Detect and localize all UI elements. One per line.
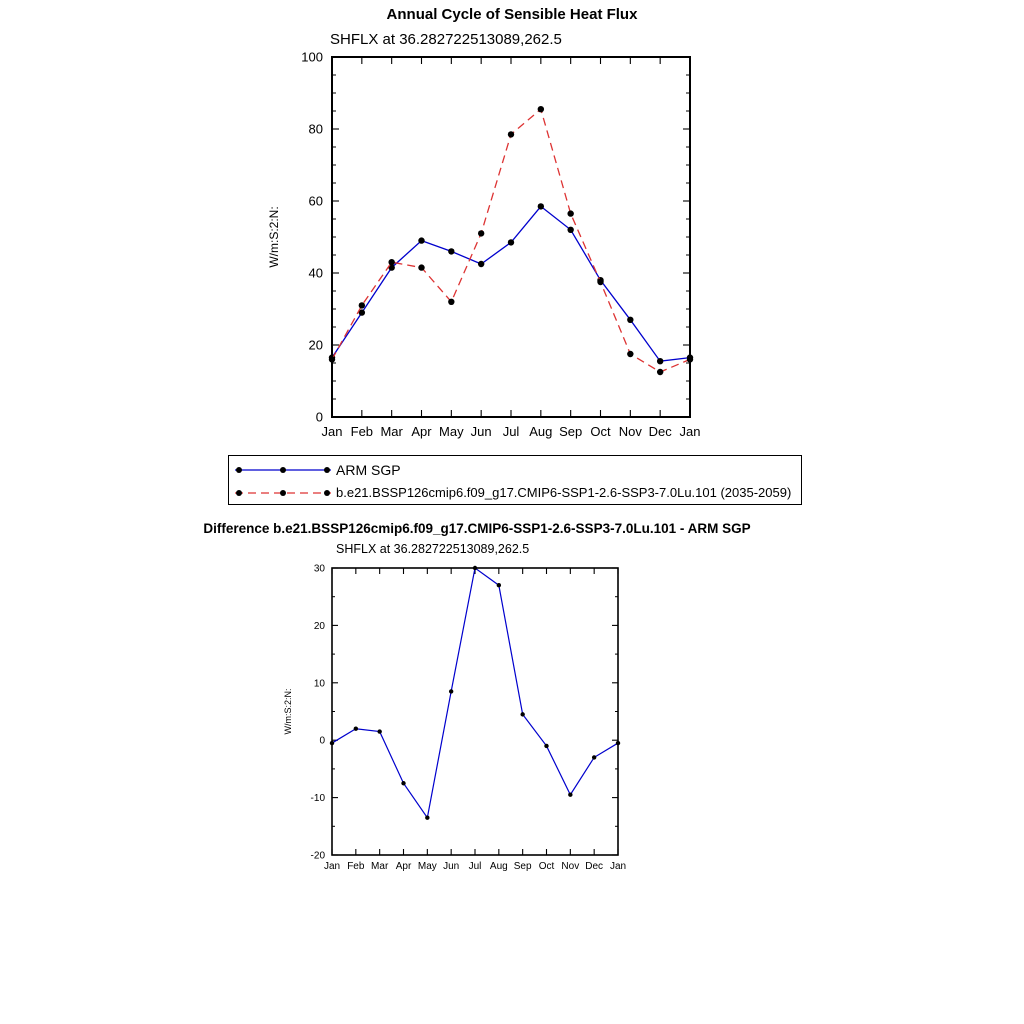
y-tick-label: 30 (313, 563, 325, 575)
y-tick-label: 20 (308, 337, 323, 353)
x-tick-label: Jan (679, 424, 701, 439)
y-tick-label: 0 (319, 735, 325, 747)
data-point (449, 689, 453, 693)
x-tick-label: Nov (561, 861, 580, 872)
data-point (418, 237, 424, 243)
data-point (508, 239, 514, 245)
series-line-0 (332, 568, 618, 818)
data-point (448, 299, 454, 305)
top-chart-title: Annual Cycle of Sensible Heat Flux (386, 6, 638, 23)
x-tick-label: Jun (470, 424, 492, 439)
y-tick-label: 40 (308, 265, 323, 281)
y-axis (301, 50, 690, 425)
legend-sample-marker (324, 467, 330, 473)
data-point (627, 317, 633, 323)
x-tick-label: Nov (618, 424, 642, 439)
data-point (508, 131, 514, 137)
y-tick-label: 60 (308, 193, 323, 209)
top-chart (250, 40, 720, 455)
data-point (377, 729, 381, 733)
x-tick-label: Feb (347, 861, 365, 872)
data-point (520, 712, 524, 716)
legend-sample-marker (236, 467, 242, 473)
x-tick-label: Dec (648, 424, 672, 439)
legend-sample-marker (280, 467, 286, 473)
data-point (478, 230, 484, 236)
data-point (568, 793, 572, 797)
x-tick-label: Jan (323, 861, 341, 872)
data-point (388, 259, 394, 265)
x-tick-label: Sep (559, 424, 583, 439)
plot-frame (332, 568, 618, 855)
legend-item-model-run (233, 481, 801, 504)
data-point (567, 210, 573, 216)
x-tick-label: Jan (609, 861, 627, 872)
y-axis-label: W/m:S:2:N: (283, 688, 293, 735)
x-tick-label: Sep (513, 861, 532, 872)
legend-sample-marker (324, 490, 330, 496)
legend (228, 455, 802, 505)
legend-line-sample-blue (233, 461, 333, 479)
plot-frame (332, 57, 690, 417)
data-point (448, 248, 454, 254)
x-tick-label: Jul (468, 861, 482, 872)
x-tick-label: Mar (371, 861, 389, 872)
difference-chart (270, 555, 670, 885)
data-point (478, 261, 484, 267)
x-tick-label: Aug (529, 424, 553, 439)
data-point (497, 583, 501, 587)
x-tick-label: Apr (395, 861, 412, 872)
top-chart-subtitle: SHFLX at 36.282722513089,262.5 (330, 31, 562, 48)
x-axis (324, 568, 626, 872)
data-point (401, 781, 405, 785)
x-tick-label: Jan (321, 424, 343, 439)
difference-chart-title: Difference b.e21.BSSP126cmip6.f09_g17.CMIP6-SSP1-2.6-SSP3-7.0Lu.101 - ARM SGP (203, 521, 751, 536)
y-axis-label: W/m:S:2:N: (267, 206, 281, 268)
y-axis (311, 564, 618, 862)
y-tick-label: 20 (313, 620, 325, 632)
x-tick-label: Dec (585, 861, 604, 872)
y-tick-label: 0 (315, 409, 323, 425)
legend-line-sample-red-dashed (233, 484, 333, 502)
legend-sample-marker (280, 490, 286, 496)
y-tick-label: -10 (310, 793, 325, 805)
x-tick-label: Jun (443, 861, 460, 872)
series-line-0 (332, 206, 690, 361)
x-axis (322, 57, 701, 439)
x-tick-label: May (439, 424, 464, 439)
data-point (657, 358, 663, 364)
difference-chart-subtitle: SHFLX at 36.282722513089,262.5 (336, 542, 530, 556)
y-tick-label: 10 (313, 678, 325, 690)
data-point (616, 741, 620, 745)
data-point (538, 203, 544, 209)
y-tick-label: 80 (308, 121, 323, 137)
data-point (354, 727, 358, 731)
data-point (330, 741, 334, 745)
data-point (687, 356, 693, 362)
x-tick-label: May (417, 861, 437, 872)
data-point (329, 356, 335, 362)
legend-label-model-run: b.e21.BSSP126cmip6.f09_g17.CMIP6-SSP1-2.6-SSP3-7.0Lu.101 (2035-2059) (336, 485, 792, 500)
data-point (567, 227, 573, 233)
x-tick-label: Feb (350, 424, 374, 439)
legend-sample-marker (236, 490, 242, 496)
x-tick-label: Oct (538, 861, 555, 872)
legend-item-arm-sgp (233, 458, 801, 481)
x-tick-label: Apr (411, 424, 432, 439)
x-tick-label: Aug (489, 861, 508, 872)
data-point (544, 744, 548, 748)
x-tick-label: Jul (502, 424, 520, 439)
data-point (597, 279, 603, 285)
data-point (627, 351, 633, 357)
data-point (538, 106, 544, 112)
data-point (418, 264, 424, 270)
y-tick-label: -20 (310, 850, 325, 862)
legend-label-arm-sgp: ARM SGP (336, 461, 401, 478)
data-point (425, 815, 429, 819)
data-point (473, 566, 477, 570)
y-tick-label: 100 (301, 49, 323, 65)
data-point (657, 369, 663, 375)
x-tick-label: Oct (590, 424, 611, 439)
data-point (592, 755, 596, 759)
x-tick-label: Mar (380, 424, 403, 439)
data-point (359, 302, 365, 308)
